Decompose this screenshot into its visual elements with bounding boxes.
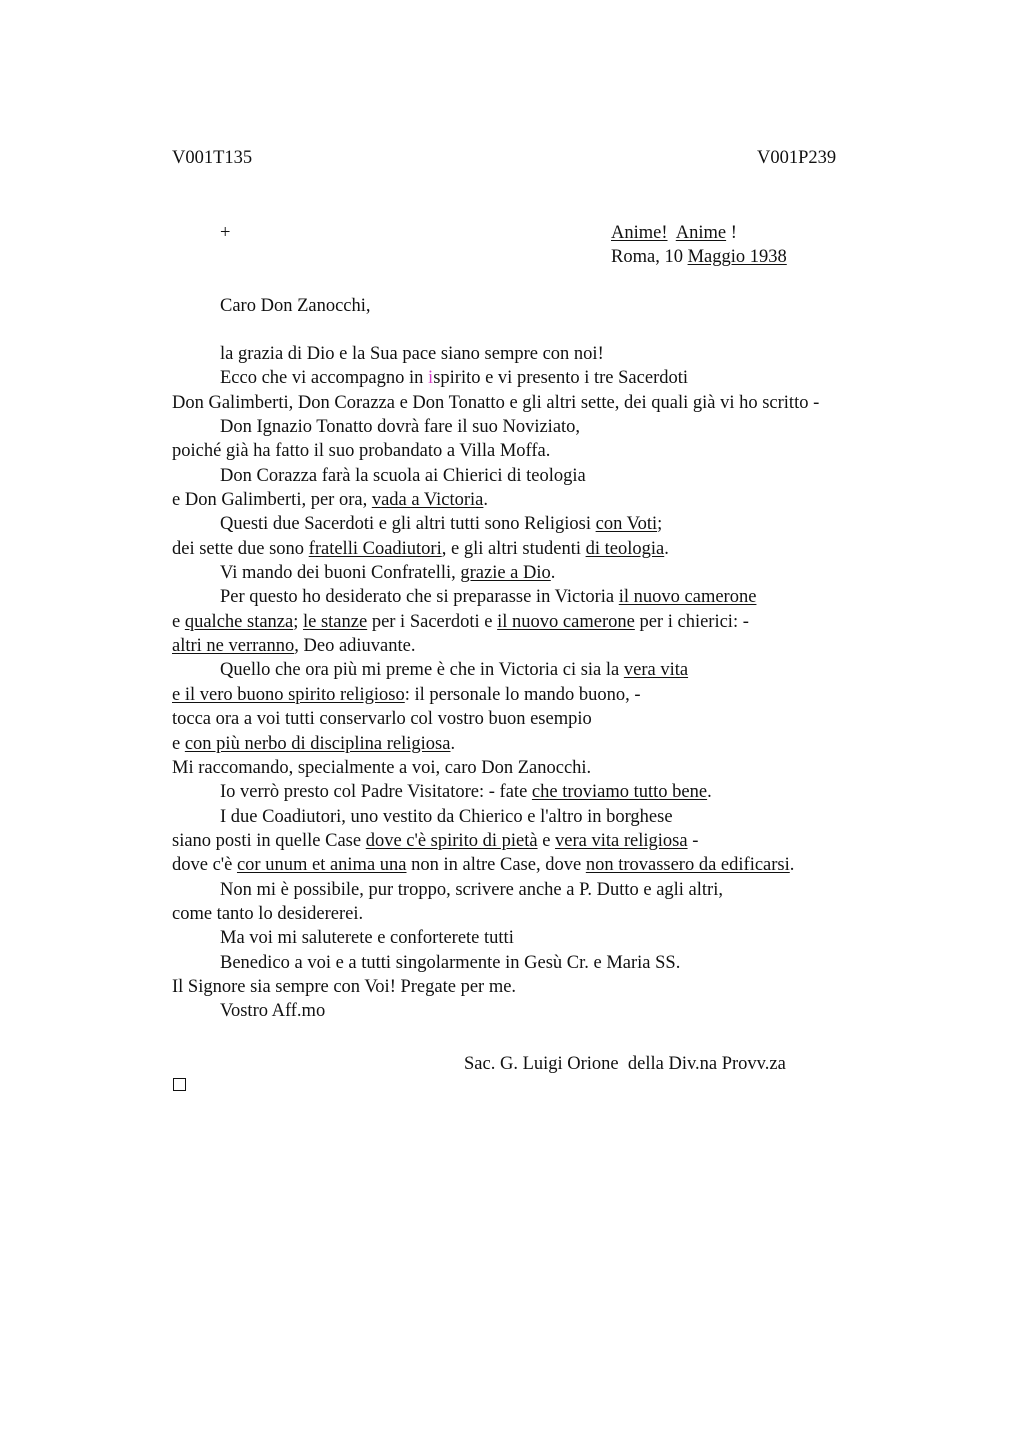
body-line: e il vero buono spirito religioso: il personale lo mando buono, - xyxy=(172,684,641,705)
document-code-right: V001P239 xyxy=(757,148,837,168)
motto-word: Anime! xyxy=(611,223,668,243)
body-line: Benedico a voi e a tutti singolarmente in Gesù Cr. e Maria SS. xyxy=(220,952,681,973)
body-line: Mi raccomando, specialmente a voi, caro Don Zanocchi. xyxy=(172,757,592,778)
body-line: Per questo ho desiderato che si preparasse in Victoria il nuovo camerone xyxy=(220,587,757,608)
letter-body xyxy=(172,342,932,1024)
body-line: e con più nerbo di disciplina religiosa. xyxy=(172,733,456,754)
closing-line: Vostro Aff.mo xyxy=(220,1001,326,1022)
salutation: Caro Don Zanocchi, xyxy=(220,296,371,316)
body-line: Vi mando dei buoni Confratelli, grazie a Dio. xyxy=(220,563,556,584)
body-line: dei sette due sono fratelli Coadiutori, e gli altri studenti di teologia. xyxy=(172,538,669,559)
body-line: Don Galimberti, Don Corazza e Don Tonatto e gli altri sette, dei quali già vi ho scritto - xyxy=(172,392,820,413)
body-line: siano posti in quelle Case dove c'è spirito di pietà e vera vita religiosa - xyxy=(172,830,699,851)
body-line: Il Signore sia sempre con Voi! Pregate per me. xyxy=(172,976,517,997)
body-line: I due Coadiutori, uno vestito da Chierico e l'altro in borghese xyxy=(220,806,673,827)
motto-exclamation: ! xyxy=(726,223,737,243)
body-line: Don Ignazio Tonatto dovrà fare il suo Noviziato, xyxy=(220,417,581,438)
body-line: la grazia di Dio e la Sua pace siano sempre con noi! xyxy=(220,344,604,364)
highlighted-letter: i xyxy=(428,368,434,389)
cross-symbol: + xyxy=(220,223,231,243)
document-code-left: V001T135 xyxy=(172,148,253,168)
body-line: Io verrò presto col Padre Visitatore: - fate che troviamo tutto bene. xyxy=(220,782,712,803)
motto-word: Anime xyxy=(675,223,727,243)
date-month-year: Maggio 1938 xyxy=(687,247,787,267)
place-date-prefix: Roma, 10 xyxy=(611,247,688,267)
body-line: come tanto lo desidererei. xyxy=(172,903,364,924)
body-line: poiché già ha fatto il suo probandato a Villa Moffa. xyxy=(172,441,551,462)
motto-line xyxy=(611,221,737,245)
body-line: e Don Galimberti, per ora, vada a Victoria. xyxy=(172,490,489,511)
body-line: Ecco che vi accompagno in ispirito e vi presento i tre Sacerdoti xyxy=(220,368,689,389)
body-line: altri ne verranno, Deo adiuvante. xyxy=(172,636,416,657)
body-line: Quello che ora più mi preme è che in Victoria ci sia la vera vita xyxy=(220,660,689,681)
body-line: Ma voi mi saluterete e conforterete tutti xyxy=(220,928,514,949)
place-date xyxy=(611,245,787,269)
signature: Sac. G. Luigi Orione della Div.na Provv.za xyxy=(464,1054,786,1074)
body-line: Don Corazza farà la scuola ai Chierici di teologia xyxy=(220,465,586,486)
body-line: tocca ora a voi tutti conservarlo col vostro buon esempio xyxy=(172,709,592,730)
body-line: Non mi è possibile, pur troppo, scrivere anche a P. Dutto e agli altri, xyxy=(220,879,723,900)
body-line: dove c'è cor unum et anima una non in altre Case, dove non trovassero da edificarsi. xyxy=(172,855,795,876)
body-line: Questi due Sacerdoti e gli altri tutti sono Religiosi con Voti; xyxy=(220,514,663,535)
empty-square-icon xyxy=(173,1078,186,1091)
body-line: e qualche stanza; le stanze per i Sacerdoti e il nuovo camerone per i chierici: - xyxy=(172,611,749,632)
